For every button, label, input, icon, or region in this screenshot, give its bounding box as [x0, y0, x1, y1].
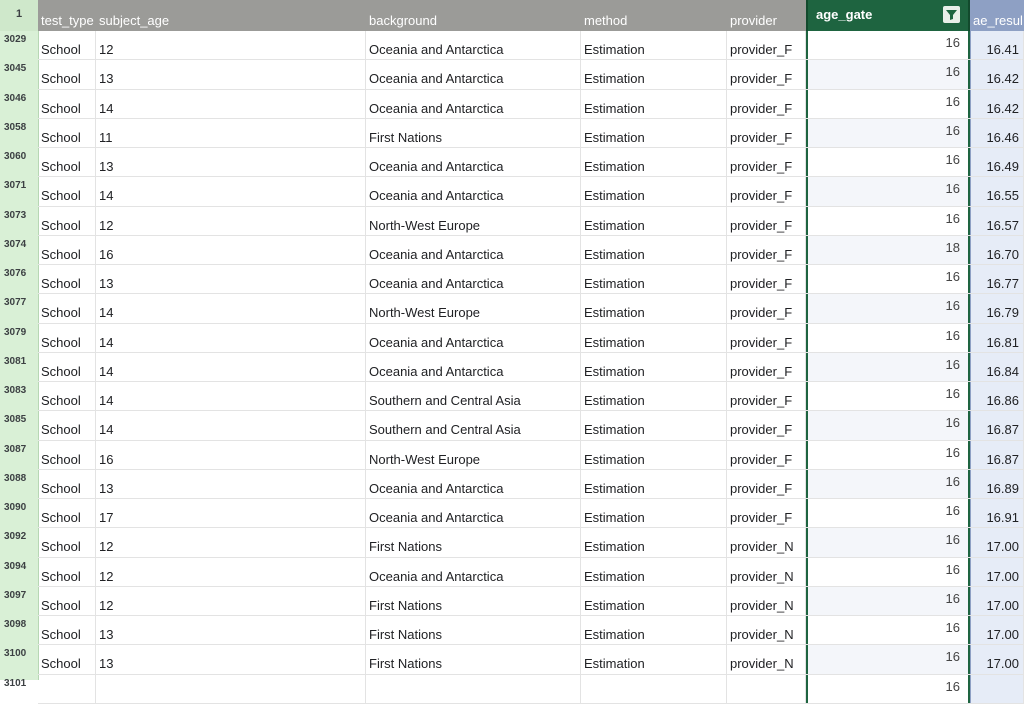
- cell-test-type[interactable]: School: [38, 265, 96, 293]
- cell-provider[interactable]: provider_F: [727, 324, 806, 352]
- cell-background[interactable]: North-West Europe: [366, 294, 581, 322]
- cell-method[interactable]: Estimation: [581, 645, 727, 673]
- column-header-test-type[interactable]: test_type: [41, 13, 94, 28]
- cell-age-gate[interactable]: 16: [806, 90, 970, 118]
- cell-provider[interactable]: provider_F: [727, 90, 806, 118]
- cell-background[interactable]: North-West Europe: [366, 207, 581, 235]
- table-row: [38, 411, 1024, 440]
- row-number[interactable]: 3074: [4, 238, 27, 250]
- cell-age-gate[interactable]: 16: [806, 558, 970, 586]
- row-number[interactable]: 3094: [4, 560, 27, 572]
- cell-subject-age[interactable]: 12: [96, 207, 366, 235]
- cell-background[interactable]: First Nations: [366, 119, 581, 147]
- cell-subject-age[interactable]: 14: [96, 411, 366, 439]
- cell-ae-result[interactable]: 16.79: [970, 294, 1024, 322]
- cell-age-gate[interactable]: 16: [806, 499, 970, 527]
- cell-ae-result[interactable]: 17.00: [970, 616, 1024, 644]
- cell-background[interactable]: First Nations: [366, 645, 581, 673]
- cell-background[interactable]: North-West Europe: [366, 441, 581, 469]
- row-number[interactable]: 3045: [4, 63, 27, 75]
- cell-method[interactable]: Estimation: [581, 441, 727, 469]
- cell-method[interactable]: Estimation: [581, 236, 727, 264]
- cell-provider[interactable]: provider_F: [727, 411, 806, 439]
- cell-method[interactable]: Estimation: [581, 324, 727, 352]
- cell-ae-result[interactable]: [970, 675, 1024, 703]
- cell-ae-result[interactable]: 16.42: [970, 90, 1024, 118]
- cell-provider[interactable]: [727, 675, 806, 703]
- cell-ae-result[interactable]: 17.00: [970, 645, 1024, 673]
- column-header-method[interactable]: method: [584, 13, 628, 28]
- cell-method[interactable]: Estimation: [581, 119, 727, 147]
- cell-test-type[interactable]: School: [38, 645, 96, 673]
- cell-method[interactable]: Estimation: [581, 60, 727, 88]
- cell-background[interactable]: Oceania and Antarctica: [366, 499, 581, 527]
- cell-background[interactable]: Oceania and Antarctica: [366, 177, 581, 205]
- cell-background[interactable]: Oceania and Antarctica: [366, 90, 581, 118]
- cell-provider[interactable]: provider_N: [727, 587, 806, 615]
- column-header-ae-result[interactable]: ae_resul: [970, 0, 1024, 31]
- cell-method[interactable]: Estimation: [581, 265, 727, 293]
- cell-ae-result[interactable]: 16.70: [970, 236, 1024, 264]
- cell-test-type[interactable]: School: [38, 236, 96, 264]
- cell-test-type[interactable]: School: [38, 587, 96, 615]
- cell-ae-result[interactable]: 17.00: [970, 528, 1024, 556]
- cell-ae-result[interactable]: 17.00: [970, 558, 1024, 586]
- table-row: [38, 207, 1024, 236]
- table-row: [38, 90, 1024, 119]
- data-rows: [38, 31, 1024, 704]
- cell-provider[interactable]: provider_F: [727, 207, 806, 235]
- cell-subject-age[interactable]: 17: [96, 499, 366, 527]
- row-number[interactable]: 3088: [4, 472, 27, 484]
- cell-method[interactable]: Estimation: [581, 528, 727, 556]
- table-row: [38, 499, 1024, 528]
- cell-subject-age[interactable]: 14: [96, 324, 366, 352]
- row-number[interactable]: 3058: [4, 121, 27, 133]
- cell-age-gate[interactable]: 16: [806, 528, 970, 556]
- cell-ae-result[interactable]: 16.42: [970, 60, 1024, 88]
- row-number[interactable]: 3081: [4, 355, 27, 367]
- cell-test-type[interactable]: School: [38, 119, 96, 147]
- cell-age-gate[interactable]: 16: [806, 207, 970, 235]
- row-number[interactable]: 3092: [4, 531, 27, 543]
- cell-background[interactable]: Oceania and Antarctica: [366, 236, 581, 264]
- cell-subject-age[interactable]: 14: [96, 90, 366, 118]
- table-row: [38, 353, 1024, 382]
- row-number[interactable]: 3029: [4, 34, 27, 45]
- cell-subject-age[interactable]: 16: [96, 441, 366, 469]
- cell-test-type[interactable]: School: [38, 616, 96, 644]
- cell-subject-age[interactable]: 13: [96, 645, 366, 673]
- row-number[interactable]: 3097: [4, 589, 27, 601]
- cell-provider[interactable]: provider_F: [727, 31, 806, 59]
- cell-method[interactable]: Estimation: [581, 587, 727, 615]
- cell-method[interactable]: Estimation: [581, 353, 727, 381]
- cell-method[interactable]: Estimation: [581, 294, 727, 322]
- column-header-age-gate[interactable]: [806, 0, 970, 31]
- cell-provider[interactable]: provider_F: [727, 60, 806, 88]
- cell-ae-result[interactable]: 16.89: [970, 470, 1024, 498]
- cell-provider[interactable]: provider_N: [727, 558, 806, 586]
- table-row: [38, 177, 1024, 206]
- cell-method[interactable]: Estimation: [581, 177, 727, 205]
- cell-ae-result[interactable]: 16.46: [970, 119, 1024, 147]
- cell-age-gate[interactable]: 16: [806, 294, 970, 322]
- cell-age-gate[interactable]: 18: [806, 236, 970, 264]
- cell-background[interactable]: Oceania and Antarctica: [366, 558, 581, 586]
- cell-age-gate[interactable]: 16: [806, 324, 970, 352]
- cell-age-gate[interactable]: 16: [806, 470, 970, 498]
- cell-age-gate[interactable]: 16: [806, 587, 970, 615]
- row-number[interactable]: 3087: [4, 443, 27, 455]
- cell-ae-result[interactable]: 16.57: [970, 207, 1024, 235]
- cell-test-type[interactable]: School: [38, 294, 96, 322]
- cell-provider[interactable]: provider_F: [727, 265, 806, 293]
- cell-background[interactable]: Oceania and Antarctica: [366, 60, 581, 88]
- cell-age-gate[interactable]: 16: [806, 616, 970, 644]
- cell-subject-age[interactable]: 14: [96, 353, 366, 381]
- filter-icon[interactable]: [943, 6, 960, 23]
- cell-ae-result[interactable]: 17.00: [970, 587, 1024, 615]
- cell-test-type[interactable]: School: [38, 353, 96, 381]
- cell-age-gate[interactable]: 16: [806, 382, 970, 410]
- table-row: [38, 441, 1024, 470]
- cell-ae-result[interactable]: 16.91: [970, 499, 1024, 527]
- cell-method[interactable]: Estimation: [581, 499, 727, 527]
- table-row: [38, 236, 1024, 265]
- cell-test-type[interactable]: School: [38, 528, 96, 556]
- cell-age-gate[interactable]: 16: [806, 60, 970, 88]
- cell-test-type[interactable]: School: [38, 411, 96, 439]
- cell-age-gate[interactable]: 16: [806, 148, 970, 176]
- cell-method[interactable]: Estimation: [581, 558, 727, 586]
- cell-age-gate[interactable]: 16: [806, 411, 970, 439]
- cell-subject-age[interactable]: 11: [96, 119, 366, 147]
- table-row: [38, 60, 1024, 89]
- table-row: [38, 294, 1024, 323]
- column-header-subject-age[interactable]: subject_age: [99, 13, 170, 28]
- cell-ae-result[interactable]: 16.49: [970, 148, 1024, 176]
- row-number[interactable]: 3079: [4, 326, 27, 338]
- table-row: [38, 31, 1024, 60]
- cell-test-type[interactable]: School: [38, 441, 96, 469]
- cell-age-gate[interactable]: 16: [806, 353, 970, 381]
- cell-subject-age[interactable]: 16: [96, 236, 366, 264]
- cell-background[interactable]: First Nations: [366, 616, 581, 644]
- table-row: [38, 382, 1024, 411]
- cell-provider[interactable]: provider_F: [727, 148, 806, 176]
- cell-test-type[interactable]: School: [38, 177, 96, 205]
- cell-subject-age[interactable]: 14: [96, 382, 366, 410]
- cell-method[interactable]: [581, 675, 727, 703]
- cell-background[interactable]: Oceania and Antarctica: [366, 31, 581, 59]
- row-number[interactable]: 3098: [4, 619, 27, 630]
- cell-background[interactable]: Oceania and Antarctica: [366, 324, 581, 352]
- cell-subject-age[interactable]: 13: [96, 265, 366, 293]
- cell-background[interactable]: First Nations: [366, 528, 581, 556]
- cell-background[interactable]: Southern and Central Asia: [366, 382, 581, 410]
- cell-ae-result[interactable]: 16.55: [970, 177, 1024, 205]
- cell-background[interactable]: Oceania and Antarctica: [366, 353, 581, 381]
- row-number[interactable]: 3101: [4, 677, 27, 689]
- cell-method[interactable]: Estimation: [581, 382, 727, 410]
- table-row: [38, 324, 1024, 353]
- table-row: [38, 119, 1024, 148]
- cell-provider[interactable]: provider_F: [727, 441, 806, 469]
- table-row: [38, 265, 1024, 294]
- cell-subject-age[interactable]: 13: [96, 616, 366, 644]
- cell-subject-age[interactable]: [96, 675, 366, 703]
- row-number[interactable]: 3077: [4, 297, 27, 309]
- cell-ae-result[interactable]: 16.41: [970, 31, 1024, 59]
- header-row: [38, 0, 1024, 31]
- cell-provider[interactable]: provider_F: [727, 294, 806, 322]
- cell-ae-result[interactable]: 16.87: [970, 411, 1024, 439]
- cell-background[interactable]: [366, 675, 581, 703]
- cell-test-type[interactable]: School: [38, 90, 96, 118]
- table-row: [38, 675, 1024, 704]
- cell-provider[interactable]: provider_N: [727, 528, 806, 556]
- column-header-provider[interactable]: provider: [730, 13, 777, 28]
- cell-provider[interactable]: provider_F: [727, 177, 806, 205]
- cell-subject-age[interactable]: 12: [96, 558, 366, 586]
- table-row: [38, 587, 1024, 616]
- cell-provider[interactable]: provider_F: [727, 236, 806, 264]
- cell-ae-result[interactable]: 16.86: [970, 382, 1024, 410]
- cell-ae-result[interactable]: 16.81: [970, 324, 1024, 352]
- row-number[interactable]: 3076: [4, 268, 27, 279]
- row-number[interactable]: 3071: [4, 180, 27, 192]
- cell-test-type[interactable]: School: [38, 324, 96, 352]
- cell-provider[interactable]: provider_N: [727, 616, 806, 644]
- cell-age-gate[interactable]: 16: [806, 31, 970, 59]
- cell-background[interactable]: Oceania and Antarctica: [366, 470, 581, 498]
- cell-method[interactable]: Estimation: [581, 148, 727, 176]
- cell-ae-result[interactable]: 16.84: [970, 353, 1024, 381]
- cell-provider[interactable]: provider_F: [727, 470, 806, 498]
- cell-subject-age[interactable]: 12: [96, 587, 366, 615]
- row-number-header[interactable]: 1: [0, 0, 38, 31]
- filter-funnel-icon: [943, 6, 960, 23]
- cell-provider[interactable]: provider_N: [727, 645, 806, 673]
- cell-background[interactable]: Southern and Central Asia: [366, 411, 581, 439]
- table-row: [38, 528, 1024, 557]
- cell-subject-age[interactable]: 13: [96, 60, 366, 88]
- cell-test-type[interactable]: School: [38, 31, 96, 59]
- cell-test-type[interactable]: School: [38, 470, 96, 498]
- column-header-age-gate-label: age_gate: [816, 7, 873, 22]
- cell-method[interactable]: Estimation: [581, 616, 727, 644]
- cell-subject-age[interactable]: 12: [96, 31, 366, 59]
- cell-subject-age[interactable]: 14: [96, 177, 366, 205]
- cell-test-type[interactable]: School: [38, 558, 96, 586]
- cell-method[interactable]: Estimation: [581, 411, 727, 439]
- row-number[interactable]: 3083: [4, 385, 27, 396]
- cell-subject-age[interactable]: 13: [96, 148, 366, 176]
- cell-provider[interactable]: provider_F: [727, 382, 806, 410]
- cell-method[interactable]: Estimation: [581, 207, 727, 235]
- cell-ae-result[interactable]: 16.87: [970, 441, 1024, 469]
- cell-age-gate[interactable]: 16: [806, 645, 970, 673]
- cell-age-gate[interactable]: 16: [806, 675, 970, 703]
- table-row: [38, 616, 1024, 645]
- cell-age-gate[interactable]: 16: [806, 441, 970, 469]
- table-row: [38, 148, 1024, 177]
- cell-subject-age[interactable]: 13: [96, 470, 366, 498]
- row-number[interactable]: 3060: [4, 151, 27, 162]
- cell-age-gate[interactable]: 16: [806, 119, 970, 147]
- cell-test-type[interactable]: School: [38, 148, 96, 176]
- cell-method[interactable]: Estimation: [581, 470, 727, 498]
- cell-ae-result[interactable]: 16.77: [970, 265, 1024, 293]
- row-number[interactable]: 3085: [4, 414, 27, 426]
- cell-test-type[interactable]: School: [38, 382, 96, 410]
- cell-method[interactable]: Estimation: [581, 90, 727, 118]
- row-number[interactable]: 3100: [4, 648, 27, 660]
- cell-method[interactable]: Estimation: [581, 31, 727, 59]
- cell-test-type[interactable]: School: [38, 207, 96, 235]
- column-header-background[interactable]: background: [369, 13, 437, 28]
- row-number[interactable]: 3073: [4, 209, 27, 221]
- cell-subject-age[interactable]: 12: [96, 528, 366, 556]
- cell-provider[interactable]: provider_F: [727, 499, 806, 527]
- cell-subject-age[interactable]: 14: [96, 294, 366, 322]
- cell-test-type[interactable]: School: [38, 499, 96, 527]
- row-number[interactable]: 3046: [4, 92, 27, 104]
- cell-provider[interactable]: provider_F: [727, 353, 806, 381]
- cell-background[interactable]: First Nations: [366, 587, 581, 615]
- table-row: [38, 470, 1024, 499]
- cell-test-type[interactable]: School: [38, 60, 96, 88]
- table-row: [38, 558, 1024, 587]
- cell-age-gate[interactable]: 16: [806, 177, 970, 205]
- table-row: [38, 645, 1024, 674]
- cell-age-gate[interactable]: 16: [806, 265, 970, 293]
- row-number[interactable]: 3090: [4, 502, 27, 513]
- cell-background[interactable]: Oceania and Antarctica: [366, 265, 581, 293]
- cell-provider[interactable]: provider_F: [727, 119, 806, 147]
- row-number-gutter: [0, 0, 39, 689]
- cell-background[interactable]: Oceania and Antarctica: [366, 148, 581, 176]
- cell-test-type[interactable]: [38, 675, 96, 703]
